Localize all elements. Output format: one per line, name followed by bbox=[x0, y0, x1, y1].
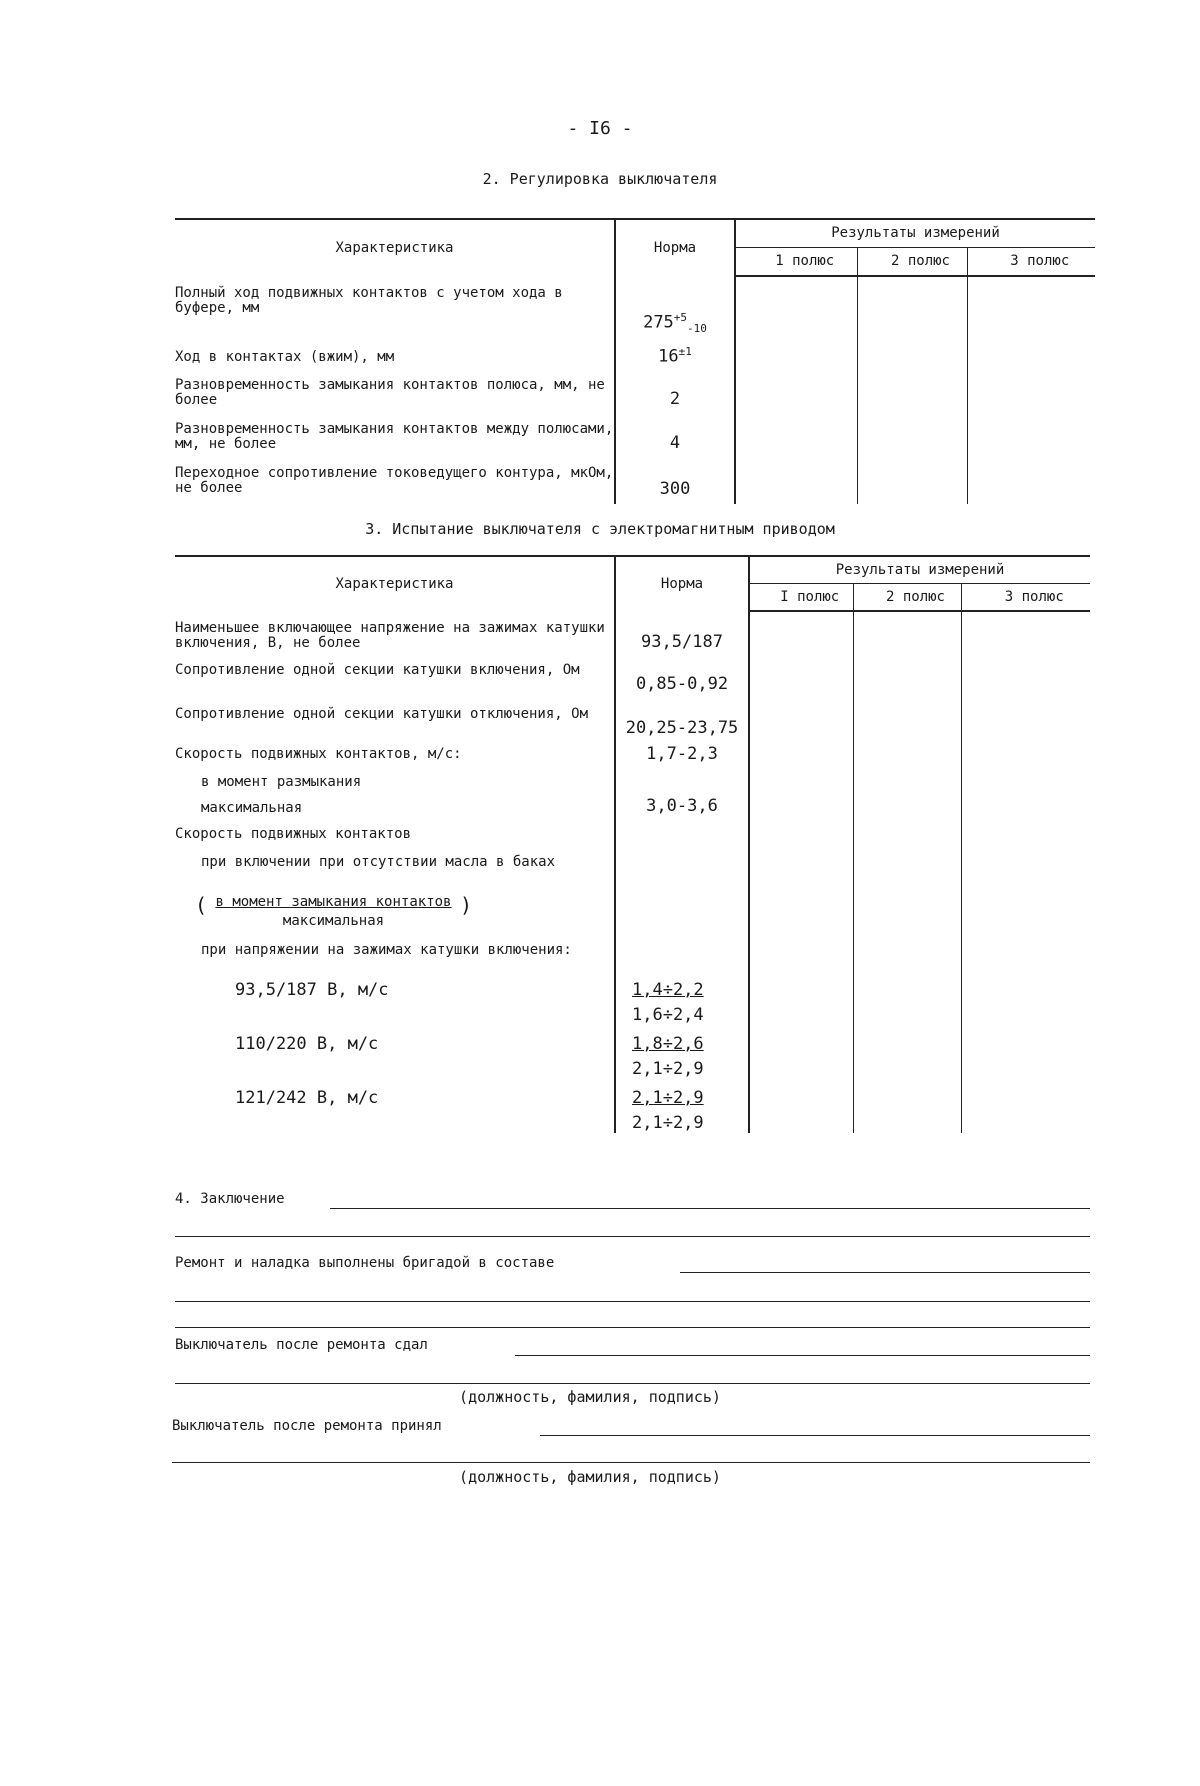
pole-2-value[interactable] bbox=[853, 795, 961, 823]
row-norm: 300 bbox=[615, 462, 735, 504]
row-label: Наименьшее включающее напряжение на зажимах катушки включения, В, не более bbox=[175, 620, 605, 651]
row-label: Скорость подвижных контактов bbox=[175, 826, 412, 842]
conclusion-line-2[interactable] bbox=[175, 1236, 1090, 1237]
pole-1-value[interactable] bbox=[735, 418, 857, 462]
row-norm: 0,85-0,92 bbox=[615, 655, 749, 699]
row-label: 121/242 В, м/с bbox=[235, 1088, 379, 1108]
row-label: Полный ход подвижных контактов с учетом хода в буфере, мм bbox=[175, 285, 563, 316]
row-label: Сопротивление одной секции катушки включения, Ом bbox=[175, 662, 580, 678]
row-norm: 4 bbox=[615, 418, 735, 462]
row-norm: 1,7-2,3 bbox=[615, 743, 749, 769]
header-pole-2: 2 полюс bbox=[853, 584, 961, 612]
row-norm bbox=[615, 847, 749, 891]
accepted-line[interactable] bbox=[540, 1435, 1090, 1436]
pole-1-value[interactable] bbox=[749, 743, 853, 769]
row-label: максимальная bbox=[201, 800, 303, 816]
pole-2-value[interactable] bbox=[857, 276, 967, 342]
table-row bbox=[175, 891, 1090, 937]
fraction-label: ( в момент замыкания контактов максимальная ) bbox=[195, 893, 472, 929]
table-row bbox=[175, 372, 1095, 418]
pole-3-value[interactable] bbox=[961, 847, 1090, 891]
header-characteristic: Характеристика bbox=[175, 556, 615, 611]
handed-over-line[interactable] bbox=[515, 1355, 1090, 1356]
pole-3-value[interactable] bbox=[961, 977, 1090, 1031]
row-norm: 3,0-3,6 bbox=[615, 795, 749, 823]
pole-1-value[interactable] bbox=[749, 823, 853, 847]
page-number: - I6 - bbox=[567, 118, 633, 139]
pole-2-value[interactable] bbox=[853, 769, 961, 795]
pole-2-value[interactable] bbox=[853, 823, 961, 847]
repair-crew-label: Ремонт и наладка выполнены бригадой в составе bbox=[175, 1255, 560, 1271]
pole-1-value[interactable] bbox=[749, 891, 853, 937]
pole-3-value[interactable] bbox=[967, 372, 1095, 418]
pole-2-value[interactable] bbox=[853, 699, 961, 743]
pole-2-value[interactable] bbox=[853, 1031, 961, 1085]
table-row bbox=[175, 769, 1090, 795]
pole-3-value[interactable] bbox=[961, 937, 1090, 977]
position-caption-2: (должность, фамилия, подпись) bbox=[459, 1468, 721, 1486]
pole-3-value[interactable] bbox=[967, 342, 1095, 372]
header-pole-2: 2 полюс bbox=[857, 248, 967, 277]
conclusion-label: 4. Заключение bbox=[175, 1191, 291, 1207]
header-results: Результаты измерений bbox=[749, 556, 1090, 584]
row-label: Разновременность замыкания контактов между полюсами, мм, не более bbox=[175, 421, 614, 452]
row-norm: 2 bbox=[615, 372, 735, 418]
repair-crew-line-2[interactable] bbox=[175, 1301, 1090, 1302]
header-norm: Норма bbox=[615, 556, 749, 611]
pole-3-value[interactable] bbox=[961, 891, 1090, 937]
header-pole-1: I полюс bbox=[749, 584, 853, 612]
header-results: Результаты измерений bbox=[735, 219, 1095, 248]
table-row bbox=[175, 342, 1095, 372]
test-table bbox=[175, 555, 1090, 1133]
row-label: Переходное сопротивление токоведущего контура, мкОм, не более bbox=[175, 465, 614, 496]
pole-1-value[interactable] bbox=[749, 795, 853, 823]
table-row bbox=[175, 795, 1090, 823]
table-row bbox=[175, 1031, 1090, 1085]
pole-1-value[interactable] bbox=[735, 342, 857, 372]
header-characteristic: Характеристика bbox=[175, 219, 615, 276]
pole-3-value[interactable] bbox=[967, 418, 1095, 462]
row-label: Скорость подвижных контактов, м/с: bbox=[175, 746, 462, 762]
pole-1-value[interactable] bbox=[749, 847, 853, 891]
table-row bbox=[175, 937, 1090, 977]
pole-2-value[interactable] bbox=[857, 418, 967, 462]
row-label: 110/220 В, м/с bbox=[235, 1034, 379, 1054]
pole-2-value[interactable] bbox=[853, 847, 961, 891]
row-norm: $275^{+5}_{-10}$ bbox=[615, 276, 735, 342]
header-pole-3: 3 полюс bbox=[967, 248, 1095, 277]
pole-3-value[interactable] bbox=[961, 1031, 1090, 1085]
adjustment-table bbox=[175, 218, 1095, 504]
repair-crew-line-3[interactable] bbox=[175, 1327, 1090, 1328]
row-norm: 1,4÷2,2 1,6÷2,4 bbox=[615, 977, 749, 1031]
pole-1-value[interactable] bbox=[749, 611, 853, 655]
pole-1-value[interactable] bbox=[749, 655, 853, 699]
pole-1-value[interactable] bbox=[749, 977, 853, 1031]
table-row bbox=[175, 743, 1090, 769]
pole-1-value[interactable] bbox=[735, 372, 857, 418]
pole-1-value[interactable] bbox=[749, 769, 853, 795]
table-row bbox=[175, 611, 1090, 655]
pole-2-value[interactable] bbox=[853, 937, 961, 977]
table-row bbox=[175, 699, 1090, 743]
pole-1-value[interactable] bbox=[749, 699, 853, 743]
row-label: 93,5/187 В, м/с bbox=[235, 980, 389, 1000]
row-label: в момент размыкания bbox=[201, 774, 362, 790]
maximal2-label: максимальная bbox=[282, 913, 385, 929]
row-norm bbox=[615, 891, 749, 937]
pole-3-value[interactable] bbox=[961, 1085, 1090, 1133]
row-label: Ход в контактах (вжим), мм bbox=[175, 349, 395, 365]
header-pole-1: 1 полюс bbox=[735, 248, 857, 277]
pole-1-value[interactable] bbox=[735, 276, 857, 342]
row-label: Сопротивление одной секции катушки отключения, Ом bbox=[175, 706, 589, 722]
pole-2-value[interactable] bbox=[857, 342, 967, 372]
header-pole-3: 3 полюс bbox=[961, 584, 1090, 612]
table-row bbox=[175, 823, 1090, 847]
at-close-label: в момент замыкания контактов bbox=[215, 894, 452, 910]
pole-1-value[interactable] bbox=[749, 1031, 853, 1085]
row-norm: $16^{\pm 1}$ bbox=[615, 342, 735, 372]
row-norm: 20,25-23,75 bbox=[615, 699, 749, 743]
row-norm bbox=[615, 937, 749, 977]
pole-3-value[interactable] bbox=[961, 795, 1090, 823]
pole-3-value[interactable] bbox=[967, 276, 1095, 342]
row-norm: 2,1÷2,9 2,1÷2,9 bbox=[615, 1085, 749, 1133]
pole-3-value[interactable] bbox=[961, 769, 1090, 795]
repair-crew-line[interactable] bbox=[680, 1272, 1090, 1273]
pole-2-value[interactable] bbox=[853, 655, 961, 699]
accepted-line-2[interactable] bbox=[172, 1462, 1090, 1463]
position-caption-1: (должность, фамилия, подпись) bbox=[459, 1388, 721, 1406]
table-row bbox=[175, 847, 1090, 891]
handed-over-line-2[interactable] bbox=[175, 1383, 1090, 1384]
pole-2-value[interactable] bbox=[853, 743, 961, 769]
row-label: при напряжении на зажимах катушки включения: bbox=[201, 942, 572, 958]
table-row bbox=[175, 462, 1095, 504]
pole-3-value[interactable] bbox=[961, 699, 1090, 743]
pole-1-value[interactable] bbox=[735, 462, 857, 504]
pole-2-value[interactable] bbox=[853, 977, 961, 1031]
pole-3-value[interactable] bbox=[961, 655, 1090, 699]
row-label: Разновременность замыкания контактов полюса, мм, не более bbox=[175, 377, 605, 408]
pole-3-value[interactable] bbox=[961, 743, 1090, 769]
header-norm: Норма bbox=[615, 219, 735, 276]
table-row bbox=[175, 655, 1090, 699]
section-2-title: 2. Регулировка выключателя bbox=[482, 170, 718, 188]
pole-2-value[interactable] bbox=[853, 891, 961, 937]
pole-2-value[interactable] bbox=[857, 372, 967, 418]
section-3-title: 3. Испытание выключателя с электромагнитным приводом bbox=[365, 520, 835, 538]
row-norm: 93,5/187 bbox=[615, 611, 749, 655]
table-row bbox=[175, 1085, 1090, 1133]
pole-3-value[interactable] bbox=[961, 823, 1090, 847]
pole-1-value[interactable] bbox=[749, 937, 853, 977]
pole-2-value[interactable] bbox=[853, 611, 961, 655]
pole-1-value[interactable] bbox=[749, 1085, 853, 1133]
conclusion-line[interactable] bbox=[330, 1208, 1090, 1209]
row-norm bbox=[615, 823, 749, 847]
pole-2-value[interactable] bbox=[853, 1085, 961, 1133]
pole-2-value[interactable] bbox=[857, 462, 967, 504]
row-norm bbox=[615, 769, 749, 795]
table-row bbox=[175, 977, 1090, 1031]
table-row bbox=[175, 276, 1095, 342]
row-norm: 1,8÷2,6 2,1÷2,9 bbox=[615, 1031, 749, 1085]
handed-over-label: Выключатель после ремонта сдал bbox=[175, 1337, 434, 1353]
accepted-label: Выключатель после ремонта принял bbox=[172, 1418, 448, 1434]
pole-3-value[interactable] bbox=[967, 462, 1095, 504]
table-row bbox=[175, 418, 1095, 462]
row-label: при включении при отсутствии масла в баках bbox=[201, 854, 556, 870]
pole-3-value[interactable] bbox=[961, 611, 1090, 655]
